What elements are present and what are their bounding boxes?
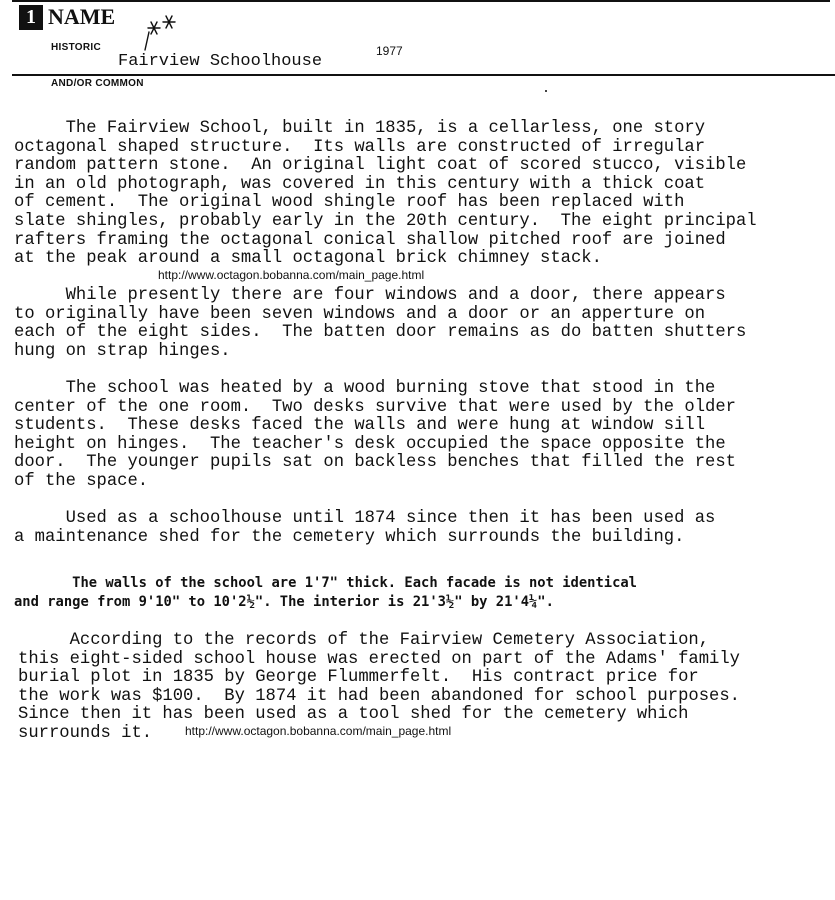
header-rule [12,74,835,76]
section-number-box: 1 [19,5,43,30]
source-url: http://www.octagon.bobanna.com/main_page.html [158,268,425,282]
year-annotation: 1977 [376,44,403,58]
paragraph-dimensions: The walls of the school are 1'7" thick. Each facade is not identical and range from 9'10" to 10'2½". The interior is 21'3½" by 21'4¼". [14,575,637,610]
paragraph-windows-doors: While presently there are four windows and a door, there appears to originally have been seven windows and a door or an apperture on each of the eight sides. The batten door remains as do batten shutters hung on strap hinges. [14,286,747,361]
section-title: NAME [48,4,116,29]
paragraph-interior: The school was heated by a wood burning stove that stood in the center of the one room. Two desks survive that were used by the older students. These desks faced the walls and were hung at window sill height on hinges. The teacher's desk occupied the space opposite the door. The younger pupils sat on backless benches that filled the rest of the space. [14,379,736,491]
source-url: http://www.octagon.bobanna.com/main_page.html [185,724,452,738]
historic-name-value: Fairview Schoolhouse [118,52,323,71]
paragraph-construction: The Fairview School, built in 1835, is a cellarless, one story octagonal shaped structure. Its walls are constructed of irregular random pattern stone. An original light coat of scored stucco, visible in an old photograph, was covered in this century with a thick coat of cement. The original wood shingle roof has been replaced with slate shingles, probably early in the 20th century. The eight principal rafters framing the octagonal conical shallow pitched roof are joined at the peak around a small octagonal brick chimney stack. [14,119,757,269]
handwritten-asterisk-mark [142,14,182,54]
paragraph-history: According to the records of the Fairview Cemetery Association, this eight-sided school house was erected on part of the Adams' family burial plot in 1835 by George Flummerfelt. His contract price for the work was $100. By 1874 it had been abandoned for school purposes. Since then it has been used as a tool shed for the cemetery which surrounds it. [18,631,740,743]
top-rule [12,0,830,2]
paragraph-later-use: Used as a schoolhouse until 1874 since then it has been used as a maintenance shed for the cemetery which surrounds the building. [14,509,716,547]
common-label: AND/OR COMMON [51,78,144,89]
historic-label: HISTORIC [51,42,101,53]
scan-speck [545,90,547,92]
